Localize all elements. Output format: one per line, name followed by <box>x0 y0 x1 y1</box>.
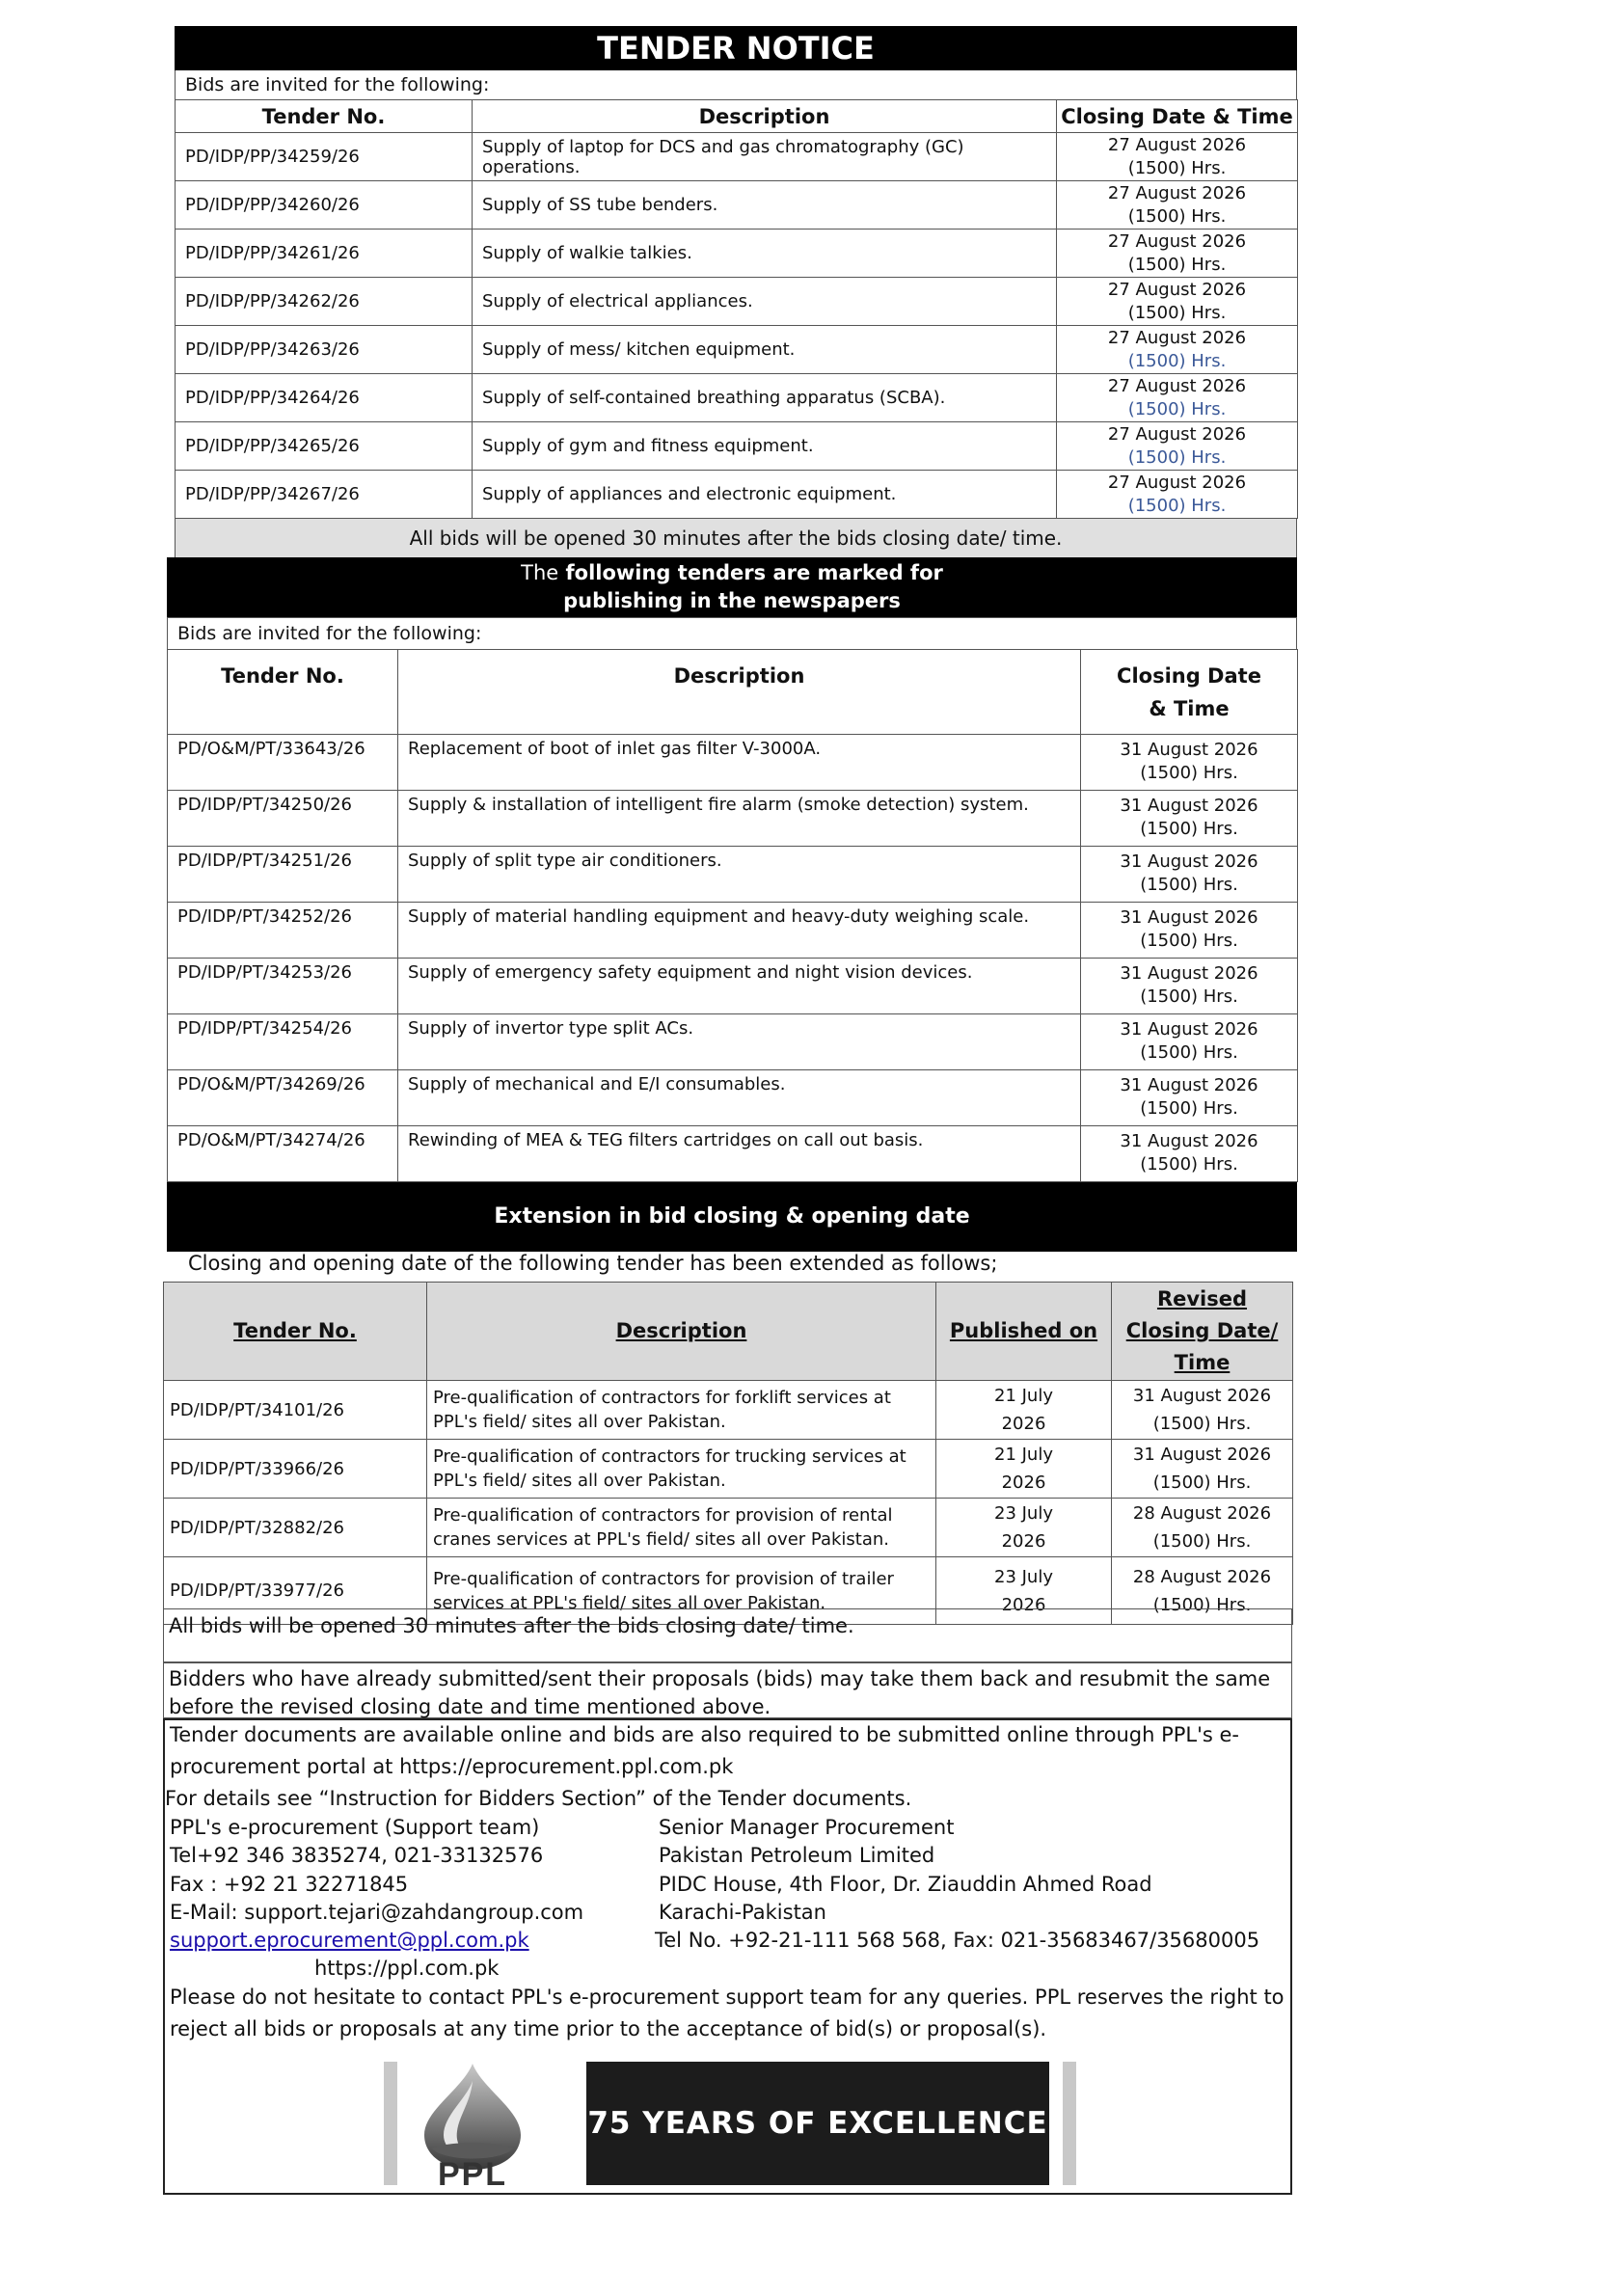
closing-time: (1500) Hrs. <box>1127 302 1227 323</box>
revised-closing <box>1112 1499 1293 1557</box>
closing-date: 27 August 2026 <box>1107 230 1247 252</box>
revised-closing-time: (1500) Hrs. <box>1152 1594 1252 1615</box>
column-header: Description <box>473 100 1057 133</box>
decorative-bar <box>1063 2062 1076 2185</box>
closing-time: (1500) Hrs. <box>1140 1154 1238 1175</box>
anniversary-banner: 75 YEARS OF EXCELLENCE <box>586 2062 1049 2185</box>
closing-date: 31 August 2026 <box>1120 907 1258 928</box>
published-on <box>936 1440 1112 1499</box>
ppl-logo <box>405 2060 540 2193</box>
tender-description: Pre-qualification of contractors for provision of rental cranes services at PPL's field/ sites all over Pakistan. <box>427 1499 936 1557</box>
published-year: 2026 <box>1001 1531 1046 1552</box>
revised-closing-date: 31 August 2026 <box>1132 1386 1272 1406</box>
closing-date: 27 August 2026 <box>1107 182 1247 203</box>
closing-date: 27 August 2026 <box>1107 134 1247 155</box>
closing-time: (1500) Hrs. <box>1140 986 1238 1007</box>
tender-description: Pre-qualification of contractors for provision of trailer services at PPL's field/ sites all over Pakistan. <box>427 1557 936 1625</box>
company-name: Pakistan Petroleum Limited <box>659 1844 935 1867</box>
tender-description: Supply of laptop for DCS and gas chromatography (GC) operations. <box>473 133 1057 181</box>
decorative-bar <box>384 2062 397 2185</box>
closing-date: 31 August 2026 <box>1120 796 1258 816</box>
table-row <box>164 1499 1293 1557</box>
closing-date-time <box>1057 374 1298 422</box>
closing-line-2: reject all bids or proposals at any time prior to the acceptance of bid(s) or proposal(s). <box>170 2017 1047 2040</box>
tender-number: PD/IDP/PT/34101/26 <box>164 1381 427 1440</box>
closing-date-time <box>1081 1070 1298 1126</box>
tender-number: PD/IDP/PT/32882/26 <box>164 1499 427 1557</box>
closing-date: 27 August 2026 <box>1107 423 1247 445</box>
revised-closing-time: (1500) Hrs. <box>1152 1531 1252 1552</box>
ppl-logo-text: PPL <box>437 2156 508 2193</box>
tender-description: Supply of split type air conditioners. <box>398 847 1081 903</box>
tender-description: Supply of material handling equipment and heavy-duty weighing scale. <box>398 903 1081 959</box>
section1-footer-note: All bids will be opened 30 minutes after the bids closing date/ time. <box>175 519 1297 558</box>
tender-number: PD/O&M/PT/34274/26 <box>168 1126 398 1182</box>
support-fax: Fax : +92 21 32271845 <box>170 1873 409 1896</box>
closing-time: (1500) Hrs. <box>1140 763 1238 783</box>
closing-date-time <box>1057 422 1298 471</box>
tender-number: PD/IDP/PT/34252/26 <box>168 903 398 959</box>
tender-number: PD/IDP/PT/33977/26 <box>164 1557 427 1625</box>
column-header: Description <box>427 1283 936 1381</box>
table-row <box>176 230 1298 278</box>
closing-date-time <box>1081 903 1298 959</box>
table-row <box>168 735 1298 791</box>
closing-date-time <box>1057 471 1298 519</box>
closing-date: 31 August 2026 <box>1120 851 1258 872</box>
tender-notice-title: TENDER NOTICE <box>175 26 1297 70</box>
closing-date-time <box>1081 791 1298 847</box>
table-row <box>176 326 1298 374</box>
published-year: 2026 <box>1001 1594 1046 1615</box>
closing-time: (1500) Hrs. <box>1140 1098 1238 1119</box>
tender-number: PD/IDP/PP/34262/26 <box>176 278 473 326</box>
closing-date: 27 August 2026 <box>1107 375 1247 396</box>
revised-closing-date: 28 August 2026 <box>1132 1503 1272 1524</box>
table-row <box>168 959 1298 1014</box>
revised-closing <box>1112 1440 1293 1499</box>
published-day: 21 July <box>994 1386 1053 1406</box>
documents-line-1: Tender documents are available online and bids are also required to be submitted online through PPL's e- <box>170 1723 1239 1746</box>
closing-date: 31 August 2026 <box>1120 1075 1258 1095</box>
closing-date-time <box>1057 278 1298 326</box>
closing-date-time <box>1081 847 1298 903</box>
closing-date-time <box>1081 1014 1298 1070</box>
published-year: 2026 <box>1001 1414 1046 1434</box>
closing-time: (1500) Hrs. <box>1127 446 1227 468</box>
table-row <box>168 1070 1298 1126</box>
tender-description: Supply & installation of intelligent fire alarm (smoke detection) system. <box>398 791 1081 847</box>
table-row <box>176 278 1298 326</box>
tender-number: PD/IDP/PT/33966/26 <box>164 1440 427 1499</box>
closing-time: (1500) Hrs. <box>1140 931 1238 951</box>
tender-notice-section <box>175 26 1297 558</box>
company-address: PIDC House, 4th Floor, Dr. Ziauddin Ahmed Road <box>659 1873 1152 1896</box>
closing-date-time <box>1057 230 1298 278</box>
table-row <box>176 422 1298 471</box>
support-phone: Tel+92 346 3835274, 021-33132576 <box>170 1844 544 1867</box>
tender-number: PD/IDP/PP/34265/26 <box>176 422 473 471</box>
company-phone-fax: Tel No. +92-21-111 568 568, Fax: 021-35683467/35680005 <box>655 1929 1260 1952</box>
table-row <box>168 903 1298 959</box>
revised-closing-date: 28 August 2026 <box>1132 1566 1272 1587</box>
closing-date: 31 August 2026 <box>1120 1131 1258 1151</box>
closing-time: (1500) Hrs. <box>1127 254 1227 275</box>
published-year: 2026 <box>1001 1472 1046 1493</box>
table-row <box>164 1440 1293 1499</box>
tender-description: Supply of SS tube benders. <box>473 181 1057 230</box>
column-header: Tender No. <box>176 100 473 133</box>
section2-intro: Bids are invited for the following: <box>167 617 1297 649</box>
tender-description: Supply of invertor type split ACs. <box>398 1014 1081 1070</box>
tender-description: Rewinding of MEA & TEG filters cartridges on call out basis. <box>398 1126 1081 1182</box>
published-on <box>936 1381 1112 1440</box>
documents-line-2: procurement portal at https://eprocurement.ppl.com.pk <box>170 1755 734 1778</box>
table-row <box>176 133 1298 181</box>
revised-closing-time: (1500) Hrs. <box>1152 1472 1252 1493</box>
section2-title-prefix: The <box>521 561 559 584</box>
closing-time: (1500) Hrs. <box>1127 157 1227 178</box>
extension-title-bar: Extension in bid closing & opening date <box>167 1182 1297 1252</box>
tender-description: Supply of gym and fitness equipment. <box>473 422 1057 471</box>
table-row <box>164 1381 1293 1440</box>
closing-date: 31 August 2026 <box>1120 740 1258 760</box>
column-header: Closing Date & Time <box>1057 100 1298 133</box>
published-day: 21 July <box>994 1445 1053 1465</box>
tender-description: Supply of mechanical and E/I consumables. <box>398 1070 1081 1126</box>
section2-title <box>167 557 1297 617</box>
tender-number: PD/IDP/PT/34253/26 <box>168 959 398 1014</box>
column-header: Published on <box>936 1283 1112 1381</box>
closing-date-time <box>1081 959 1298 1014</box>
details-line: For details see “Instruction for Bidders Section” of the Tender documents. <box>165 1787 912 1810</box>
closing-date: 27 August 2026 <box>1107 327 1247 348</box>
published-day: 23 July <box>994 1566 1053 1587</box>
extension-table <box>163 1282 1293 1625</box>
revised-closing-date: 31 August 2026 <box>1132 1445 1272 1465</box>
company-city: Karachi-Pakistan <box>659 1901 826 1924</box>
tender-description: Replacement of boot of inlet gas filter V-3000A. <box>398 735 1081 791</box>
tender-number: PD/IDP/PP/34261/26 <box>176 230 473 278</box>
tender-description: Supply of self-contained breathing apparatus (SCBA). <box>473 374 1057 422</box>
closing-time: (1500) Hrs. <box>1127 398 1227 419</box>
tender-table-2 <box>167 649 1298 1182</box>
column-header: Tender No. <box>168 650 398 735</box>
tender-number: PD/O&M/PT/34269/26 <box>168 1070 398 1126</box>
column-header: Tender No. <box>164 1283 427 1381</box>
tender-number: PD/IDP/PP/34263/26 <box>176 326 473 374</box>
closing-date: 31 August 2026 <box>1120 1019 1258 1040</box>
closing-time: (1500) Hrs. <box>1140 875 1238 895</box>
tender-number: PD/IDP/PP/34259/26 <box>176 133 473 181</box>
tender-number: PD/IDP/PP/34267/26 <box>176 471 473 519</box>
tender-number: PD/IDP/PT/34254/26 <box>168 1014 398 1070</box>
newspaper-tenders-section <box>167 557 1297 1252</box>
closing-date: 27 August 2026 <box>1107 279 1247 300</box>
support-team-label: PPL's e-procurement (Support team) <box>170 1816 540 1839</box>
closing-date: 31 August 2026 <box>1120 963 1258 984</box>
section2-title-line1: following tenders are marked for <box>565 561 943 584</box>
column-header: Revised Closing Date/ Time <box>1112 1283 1293 1381</box>
table-row <box>176 181 1298 230</box>
bids-opening-note: All bids will be opened 30 minutes after the bids closing date/ time. <box>163 1608 1292 1662</box>
tender-description: Supply of mess/ kitchen equipment. <box>473 326 1057 374</box>
tender-number: PD/O&M/PT/33643/26 <box>168 735 398 791</box>
procurement-manager-title: Senior Manager Procurement <box>659 1816 955 1839</box>
closing-time: (1500) Hrs. <box>1127 350 1227 371</box>
published-on <box>936 1499 1112 1557</box>
tender-description: Supply of walkie talkies. <box>473 230 1057 278</box>
column-header: Description <box>398 650 1081 735</box>
resubmission-note: Bidders who have already submitted/sent their proposals (bids) may take them back and resubmit the same before the revised closing date and time mentioned above. <box>163 1662 1292 1718</box>
closing-date-time <box>1057 133 1298 181</box>
support-email-link[interactable]: support.eprocurement@ppl.com.pk <box>170 1929 529 1952</box>
closing-time: (1500) Hrs. <box>1127 495 1227 516</box>
website-link[interactable]: https://ppl.com.pk <box>314 1957 500 1980</box>
tender-number: PD/IDP/PP/34260/26 <box>176 181 473 230</box>
table-row <box>168 1014 1298 1070</box>
closing-date: 27 August 2026 <box>1107 472 1247 493</box>
closing-time: (1500) Hrs. <box>1127 205 1227 227</box>
published-day: 23 July <box>994 1503 1053 1524</box>
closing-date-time <box>1057 326 1298 374</box>
column-header: Closing Date & Time <box>1081 650 1298 735</box>
closing-line-1: Please do not hesitate to contact PPL's e-procurement support team for any queries. PPL reserves the right to <box>170 1985 1285 2009</box>
section2-title-line2: publishing in the newspapers <box>563 589 901 612</box>
revised-closing-time: (1500) Hrs. <box>1152 1414 1252 1434</box>
table-row <box>176 471 1298 519</box>
tender-description: Pre-qualification of contractors for trucking services at PPL's field/ sites all over Pakistan. <box>427 1440 936 1499</box>
closing-date-time <box>1057 181 1298 230</box>
tender-table-1 <box>175 99 1298 519</box>
section1-intro: Bids are invited for the following: <box>175 70 1297 99</box>
closing-date-time <box>1081 1126 1298 1182</box>
closing-time: (1500) Hrs. <box>1140 1042 1238 1063</box>
tender-number: PD/IDP/PP/34264/26 <box>176 374 473 422</box>
closing-date-time <box>1081 735 1298 791</box>
closing-time: (1500) Hrs. <box>1140 819 1238 839</box>
tender-description: Pre-qualification of contractors for forklift services at PPL's field/ sites all over Pakistan. <box>427 1381 936 1440</box>
table-row <box>168 791 1298 847</box>
revised-closing <box>1112 1381 1293 1440</box>
tender-description: Supply of emergency safety equipment and night vision devices. <box>398 959 1081 1014</box>
tender-number: PD/IDP/PT/34251/26 <box>168 847 398 903</box>
tender-description: Supply of appliances and electronic equipment. <box>473 471 1057 519</box>
support-email: E-Mail: support.tejari@zahdangroup.com <box>170 1901 584 1924</box>
extension-intro: Closing and opening date of the following tender has been extended as follows; <box>188 1252 998 1275</box>
table-row <box>176 374 1298 422</box>
tender-description: Supply of electrical appliances. <box>473 278 1057 326</box>
extension-section <box>163 1282 1292 1625</box>
tender-number: PD/IDP/PT/34250/26 <box>168 791 398 847</box>
table-row <box>168 847 1298 903</box>
table-row <box>168 1126 1298 1182</box>
